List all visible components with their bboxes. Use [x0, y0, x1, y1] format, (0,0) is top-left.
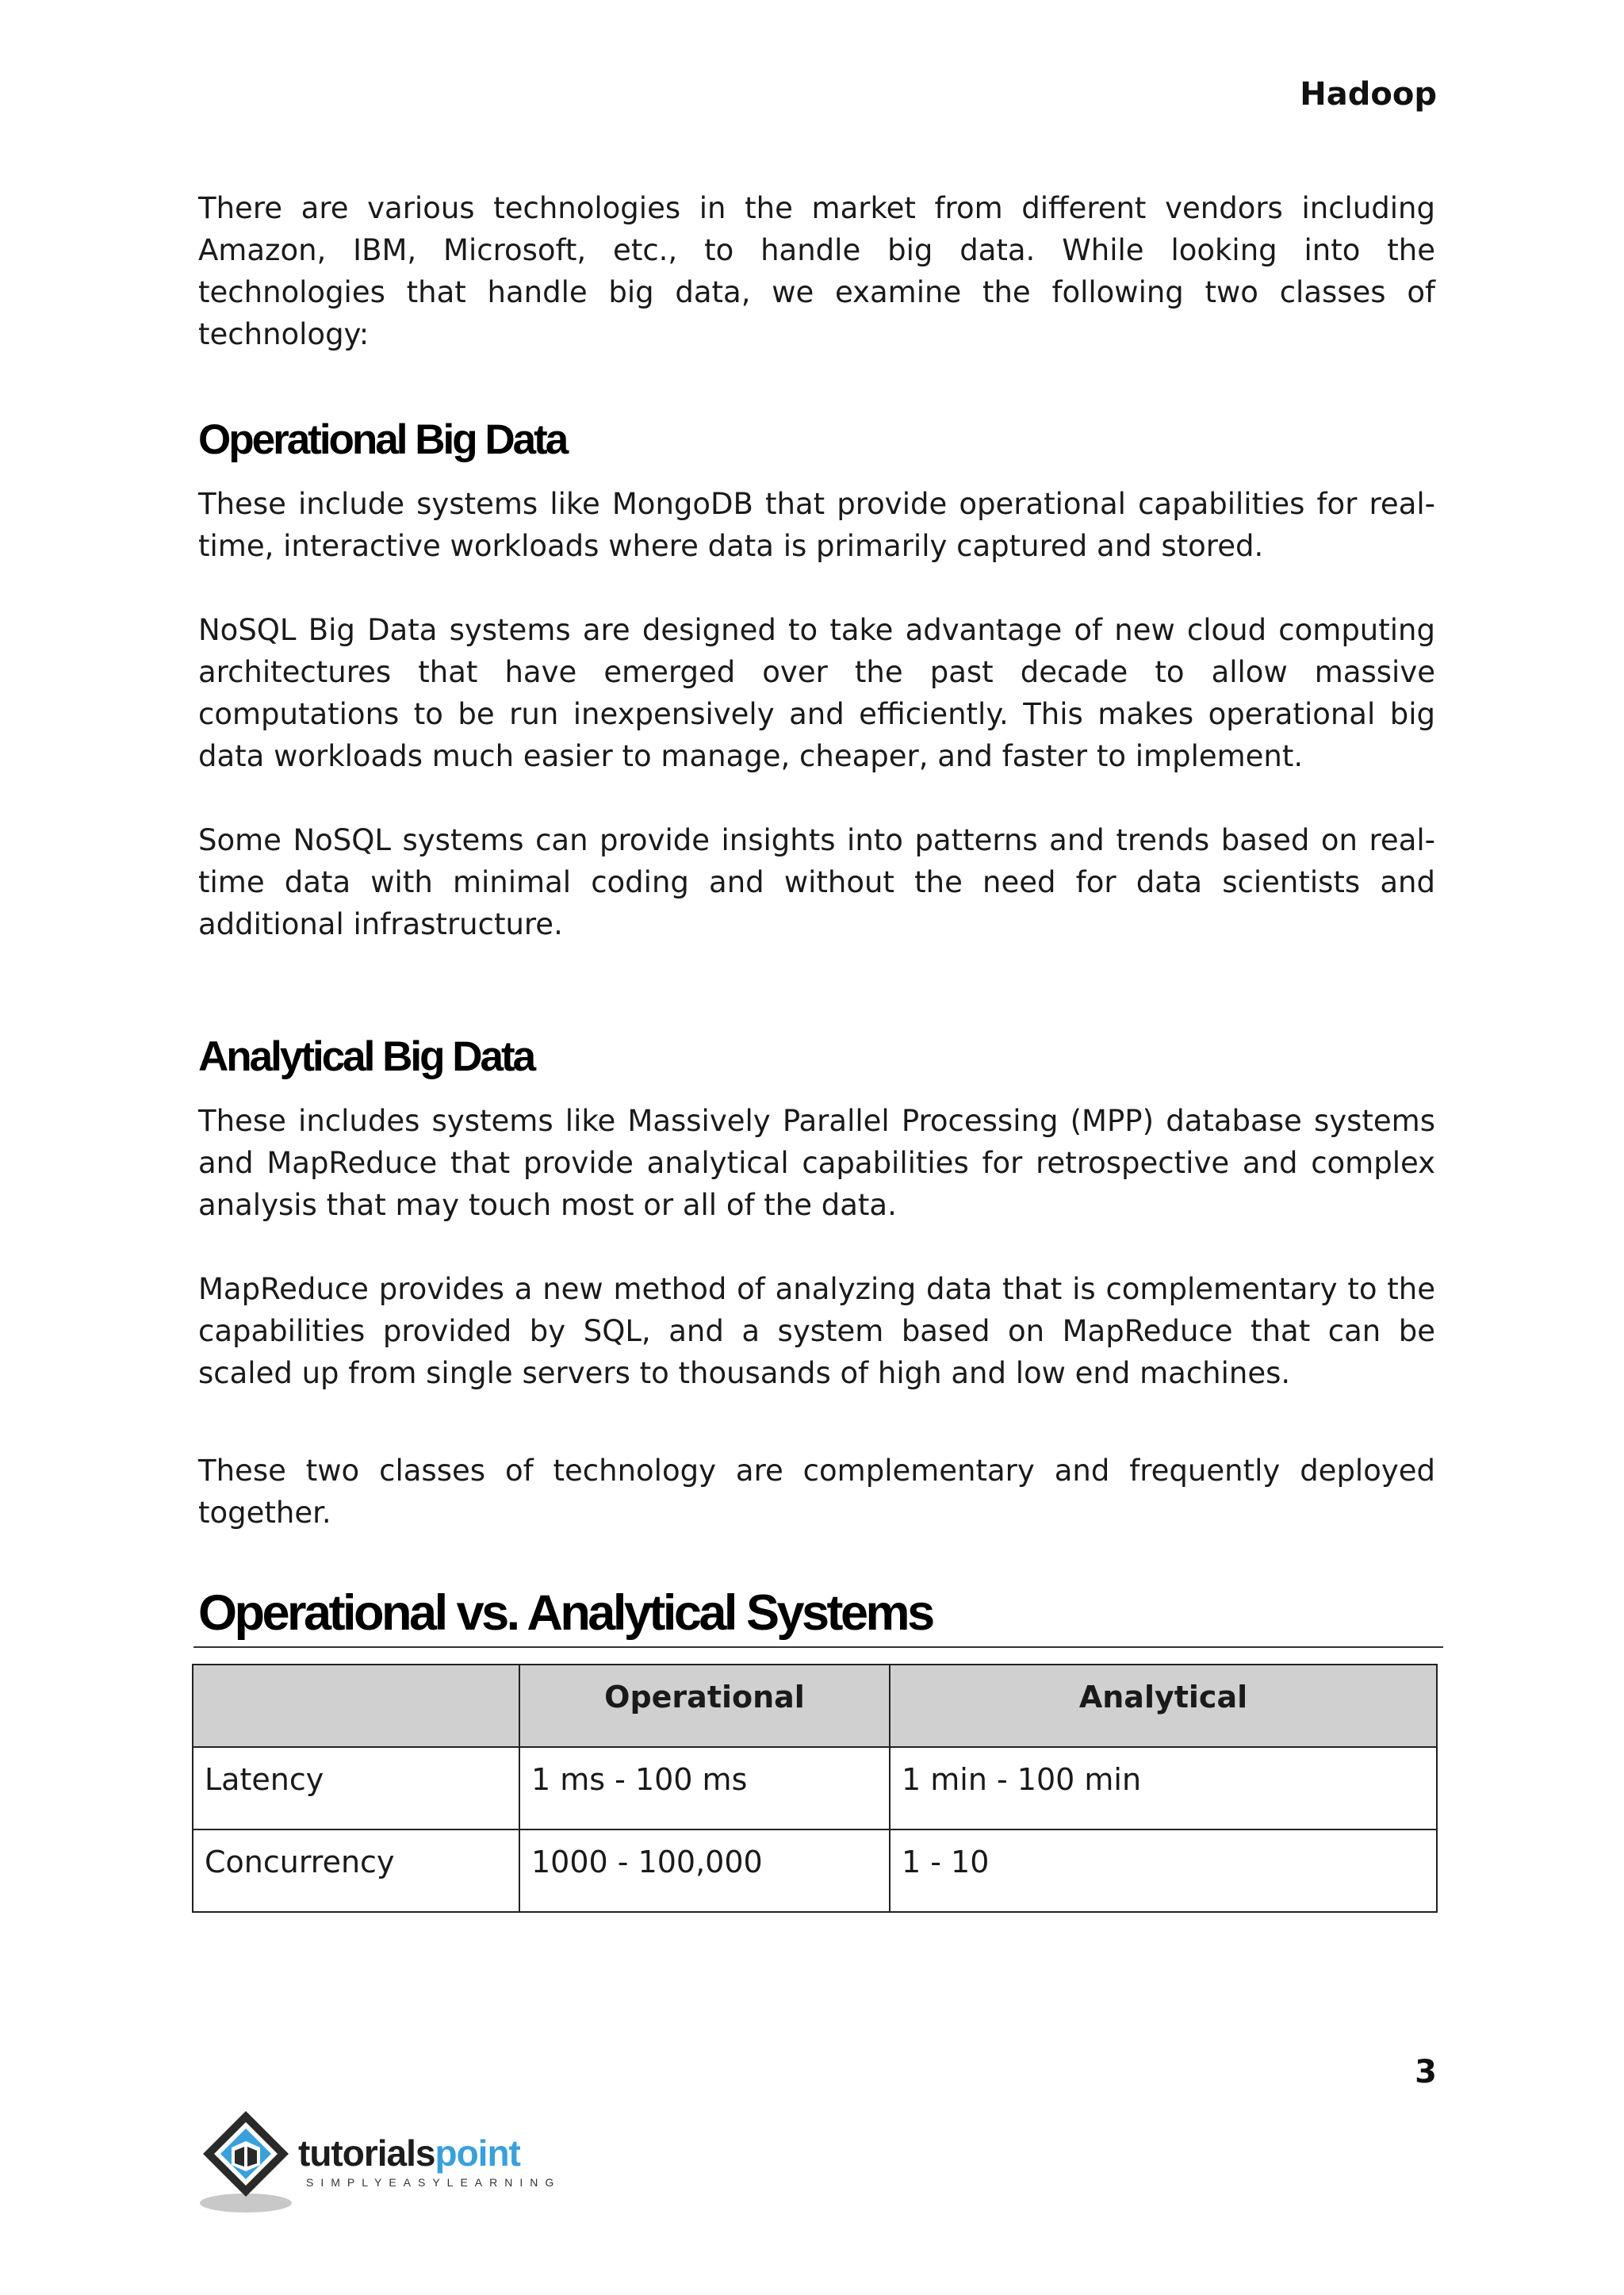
table-cell: 1 min - 100 min — [890, 1747, 1437, 1829]
running-header: Hadoop — [1300, 76, 1437, 113]
analytical-paragraph-2: MapReduce provides a new method of analyzing data that is complementary to the capabilities provided by SQL, and a system based on MapReduce that can be scaled up from single servers to thousands of high and low end machines. — [198, 1272, 1435, 1390]
table-header-cell — [193, 1665, 519, 1747]
page-number: 3 — [1415, 2054, 1437, 2090]
tutorialspoint-logo — [195, 2102, 568, 2220]
logo-wordmark — [298, 2132, 520, 2174]
table-cell: Latency — [193, 1747, 519, 1829]
table-header-cell: Analytical — [890, 1665, 1437, 1747]
page-content — [198, 187, 1435, 1913]
logo-word-part1: tutorials — [298, 2132, 435, 2174]
operational-paragraph-2: NoSQL Big Data systems are designed to take advantage of new cloud computing architectures that have emerged over the past decade to allow massive computations to be run inexpensively and efficiently. This makes operational big data workloads much easier to manage, cheaper, and faster to implement. — [198, 613, 1435, 773]
logo-tagline: SIMPLYEASYLEARNING — [306, 2176, 561, 2189]
table-cell: 1 - 10 — [890, 1829, 1437, 1912]
analytical-paragraph-3: These two classes of technology are complementary and frequently deployed together. — [198, 1454, 1435, 1530]
logo-word-part2: point — [435, 2132, 520, 2174]
table-cell: Concurrency — [193, 1829, 519, 1912]
comparison-table — [192, 1664, 1438, 1913]
table-header-cell: Operational — [519, 1665, 890, 1747]
intro-paragraph: There are various technologies in the market from different vendors including Amazon, IBM, Microsoft, etc., to handle big data. While looking into the technologies that handle big data, we examine the following two classes of technology: — [198, 191, 1435, 351]
heading-operational-big-data: Operational Big Data — [198, 416, 567, 463]
logo-diamond-icon — [195, 2102, 306, 2220]
table-cell: 1000 - 100,000 — [519, 1829, 890, 1912]
operational-paragraph-3: Some NoSQL systems can provide insights into patterns and trends based on real-time data with minimal coding and without the need for data scientists and additional infrastructure. — [198, 823, 1435, 941]
analytical-paragraph-1: These includes systems like Massively Parallel Processing (MPP) database systems and MapReduce that provide analytical capabilities for retrospective and complex analysis that may touch most or all of the data. — [198, 1104, 1435, 1222]
table-header-row — [193, 1665, 1437, 1747]
heading-operational-vs-analytical: Operational vs. Analytical Systems — [193, 1584, 1443, 1648]
operational-paragraph-1: These include systems like MongoDB that provide operational capabilities for real-time, interactive workloads where data is primarily captured and stored. — [198, 487, 1435, 563]
table-row — [193, 1747, 1437, 1829]
heading-analytical-big-data: Analytical Big Data — [198, 1033, 534, 1080]
table-row — [193, 1829, 1437, 1912]
table-cell: 1 ms - 100 ms — [519, 1747, 890, 1829]
